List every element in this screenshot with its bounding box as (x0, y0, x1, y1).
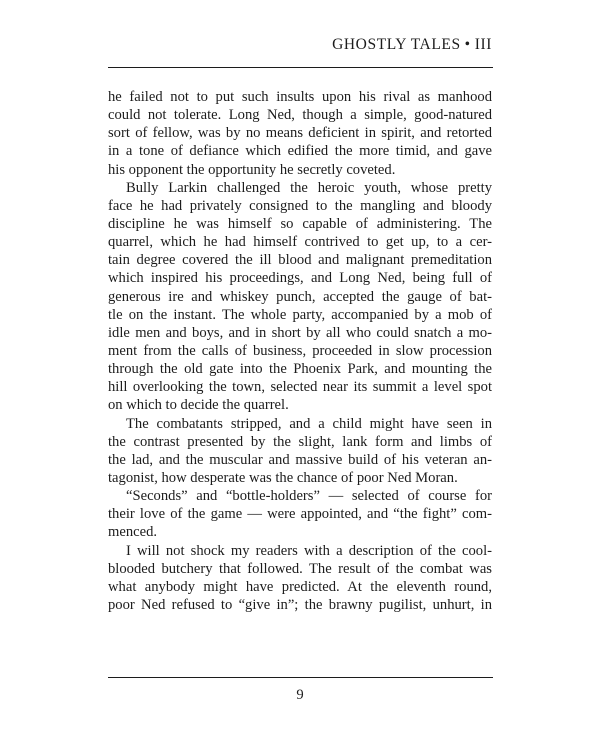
text-line: face he had privately consigned to the mangling and bloody (108, 197, 492, 214)
header-separator: • (464, 36, 471, 53)
paragraph (108, 487, 492, 541)
text-line: the contrast presented by the slight, lank form and limbs of (108, 433, 492, 450)
paragraph (108, 179, 492, 415)
text-line: “Seconds” and “bottle-holders” — selected of course for (126, 488, 492, 505)
text-line: what anybody might have predicted. At the eleventh round, (108, 578, 492, 595)
text-line: quarrel, which he had himself contrived to get up, to a cer- (108, 234, 492, 251)
header-rule (108, 67, 493, 68)
page-number: 9 (296, 687, 304, 703)
text-line: tle on the instant. The whole party, accompanied by a mob of (108, 306, 492, 323)
text-line: in a tone of defiance which edified the more timid, and gave (108, 143, 492, 160)
running-header (108, 36, 492, 54)
text-line: ment from the calls of business, proceeded in slow procession (108, 342, 492, 359)
text-line: tagonist, how desperate was the chance of poor Ned Moran. (108, 469, 458, 486)
text-line: could not tolerate. Long Ned, though a simple, good-natured (108, 107, 492, 124)
text-line: I will not shock my readers with a description of the cool- (126, 542, 492, 559)
volume-number: III (474, 36, 492, 53)
book-title: GHOSTLY TALES (332, 36, 461, 53)
text-line: tain degree covered the ill blood and malignant premeditation (108, 252, 492, 269)
text-line: hill overlooking the town, selected near its summit a level spot (108, 379, 492, 396)
paragraph (108, 542, 492, 615)
text-line: idle men and boys, and in short by all who could snatch a mo- (108, 324, 492, 341)
text-line: the lad, and the muscular and massive build of his veteran an- (108, 451, 492, 468)
text-line: discipline he was himself so capable of administering. The (108, 215, 492, 232)
text-line: The combatants stripped, and a child might have seen in (126, 415, 492, 432)
text-line: on which to decide the quarrel. (108, 397, 289, 414)
text-line: he failed not to put such insults upon his rival as manhood (108, 89, 492, 105)
text-line: blooded butchery that followed. The result of the combat was (108, 560, 492, 577)
text-line: Bully Larkin challenged the heroic youth, whose pretty (126, 179, 492, 196)
text-line: through the old gate into the Phoenix Park, and mounting the (108, 361, 492, 378)
paragraph (108, 88, 492, 179)
paragraph (108, 415, 492, 488)
text-line: menced. (108, 524, 158, 541)
text-line: their love of the game — were appointed, and “the fight” com- (108, 506, 492, 523)
text-line: generous ire and whiskey punch, accepted the gauge of bat- (108, 288, 492, 305)
text-line: poor Ned refused to “give in”; the brawny pugilist, unhurt, in (108, 596, 492, 613)
text-line: which inspired his proceedings, and Long Ned, being full of (108, 270, 492, 287)
body-text (108, 88, 492, 614)
text-line: his opponent the opportunity he secretly coveted. (108, 161, 396, 178)
text-line: sort of fellow, was by no means deficient in spirit, and retorted (108, 125, 492, 142)
footer-rule (108, 677, 493, 678)
